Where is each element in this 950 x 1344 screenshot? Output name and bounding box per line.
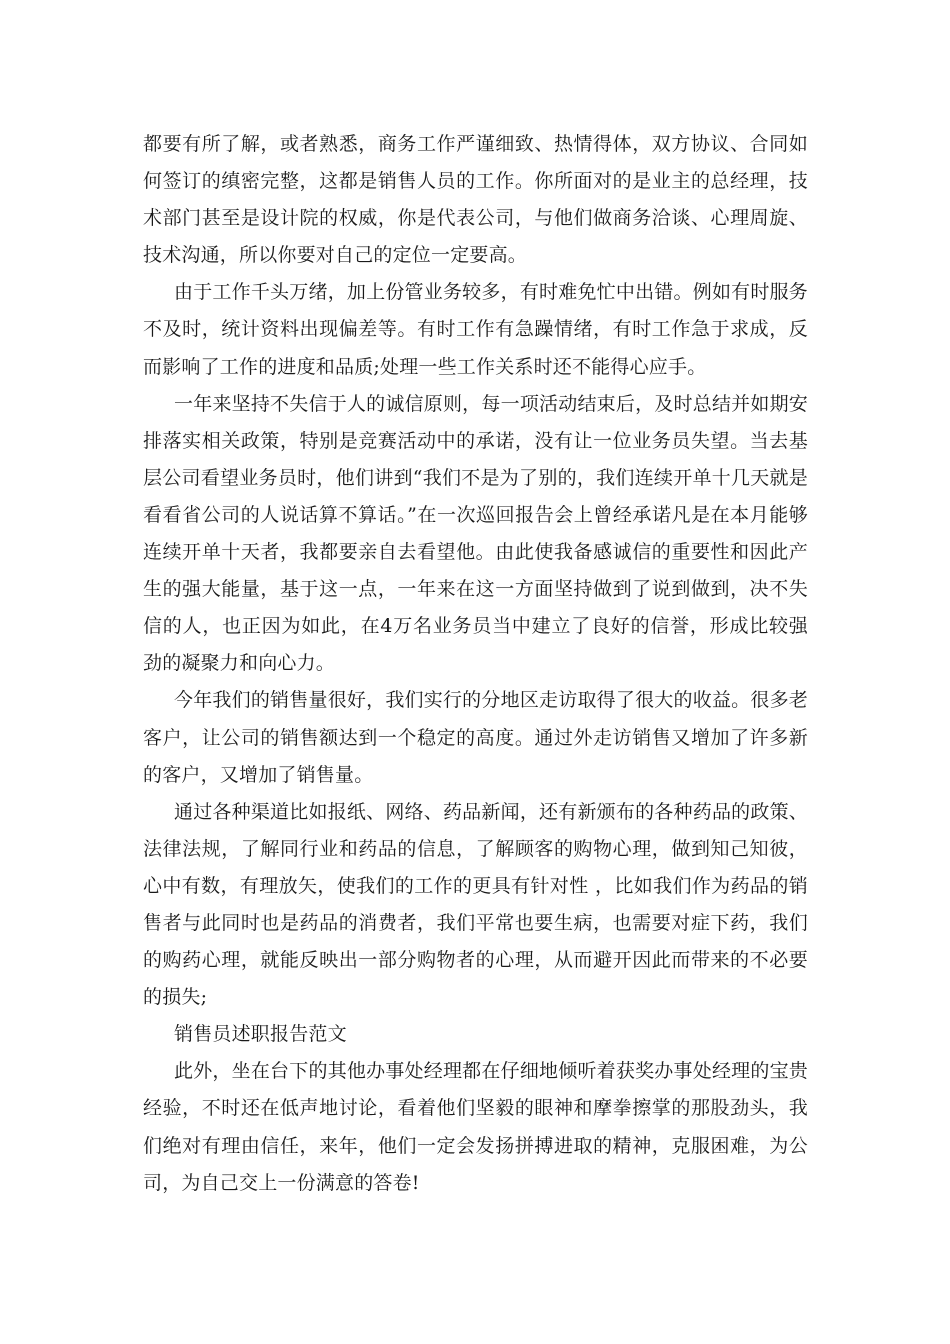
paragraph-integrity: 一年来坚持不失信于人的诚信原则，每一项活动结束后，及时总结并如期安排落实相关政策，特别是竞赛活动中的承诺，没有让一位业务员失望。当去基层公司看望业务员时，他们讲到“我们不是为了别的，我们连续开单十几天就是看看省公司的人说话算不算话。”在一次巡回报告会上曾经承诺凡是在本月能够连续开单十天者，我都要亲自去看望他。由此使我备感诚信的重要性和因此产生的强大能量，基于这一点，一年来在这一方面坚持做到了说到做到，决不失信的人，也正因为如此，在4万名业务员当中建立了良好的信誉，形成比较强劲的凝聚力和向心力。 (143, 392, 808, 675)
paragraph-continuation: 都要有所了解，或者熟悉，商务工作严谨细致、热情得体，双方协议、合同如何签订的缜密完整，这都是销售人员的工作。你所面对的是业主的总经理，技术部门甚至是设计院的权威，你是代表公司，与他们做商务洽谈、心理周旋、技术沟通，所以你要对自己的定位一定要高。 (143, 133, 808, 267)
paragraph-channels: 通过各种渠道比如报纸、网络、药品新闻，还有新颁布的各种药品的政策、法律法规，了解同行业和药品的信息，了解顾客的购物心理，做到知己知彼，心中有数，有理放矢，使我们的工作的更具有针对性 ，比如我们作为药品的销售者与此同时也是药品的消费者，我们平常也要生病，也需要对症下药，我们的购药心理，就能反映出一部分购物者的心理，从而避开因此而带来的不必要的损失; (143, 800, 808, 1009)
paragraph-sales-volume: 今年我们的销售量很好，我们实行的分地区走访取得了很大的收益。很多老客户，让公司的销售额达到一个稳定的高度。通过外走访销售又增加了许多新的客户，又增加了销售量。 (143, 689, 808, 786)
document-body (143, 126, 808, 1202)
section-heading: 销售员述职报告范文 (174, 1023, 347, 1046)
paragraph-shortcomings: 由于工作千头万绪，加上份管业务较多，有时难免忙中出错。例如有时服务不及时，统计资料出现偏差等。有时工作有急躁情绪，有时工作急于求成，反而影响了工作的进度和品质;处理一些工作关系时还不能得心应手。 (143, 281, 808, 378)
paragraph-closing: 此外，坐在台下的其他办事处经理都在仔细地倾听着获奖办事处经理的宝贵经验，不时还在低声地讨论，看着他们坚毅的眼神和摩拳擦掌的那股劲头，我们绝对有理由信任，来年，他们一定会发扬拼搏进取的精神，克服困难，为公司，为自己交上一份满意的答卷! (143, 1060, 808, 1194)
